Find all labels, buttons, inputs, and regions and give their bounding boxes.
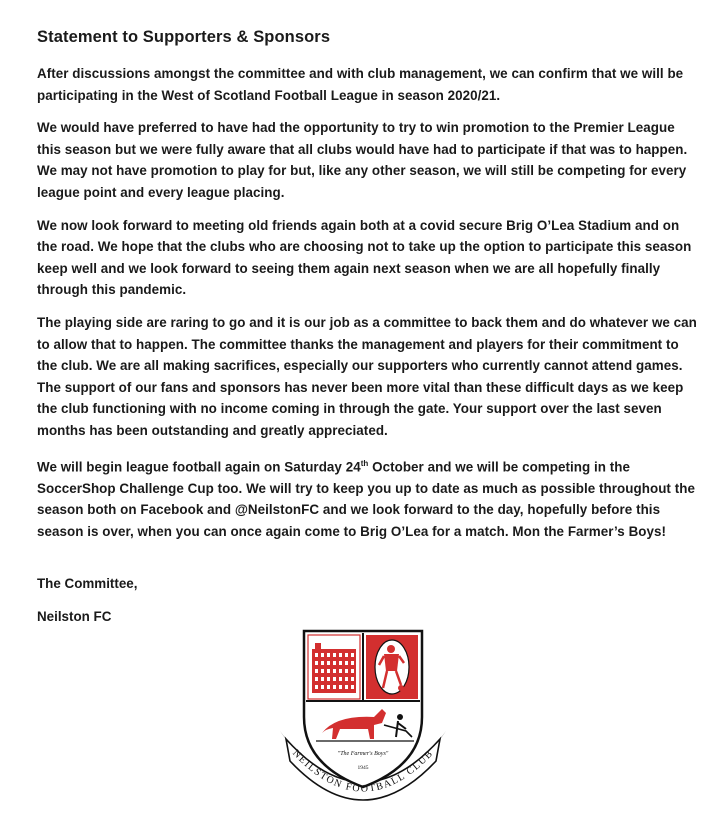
paragraph-3-text: We now look forward to meeting old friends again both at a covid secure Brig O’Lea Stadium and on the road. We hope that the clubs who are choosing not to take up the option to participate this season keep well and we look forward to seeing them again next season when we are all hopefully finally through this pandemic. [37, 217, 692, 298]
mill-building-icon [312, 643, 356, 693]
paragraph-5-text-a: We will begin league football again on Saturday 24 [37, 458, 361, 474]
crest-motto: "The Farmer's Boys" [337, 751, 389, 757]
date-ordinal-suffix: th [360, 458, 369, 468]
signoff-committee: The Committee, [37, 576, 138, 592]
paragraph-4-text: The playing side are raring to go and it is our job as a committee to back them and do whatever we can to allow that to happen. The committee thanks the management and players for their commitment to the club. We are all making sacrifices, especially our supporters who currently cannot attend games. The support of our fans and sponsors has never been more vital than these difficult days as we keep the club functioning with no income coming in through the gate. Your support over the last seven months has been outstanding and greatly appreciated. [37, 314, 697, 438]
paragraph-1 [37, 63, 697, 106]
statement-document [37, 28, 697, 627]
paragraph-1-text: After discussions amongst the committee and with club management, we can confirm that we will be participating in the West of Scotland Football League in season 2020/21. [37, 66, 684, 103]
paragraph-4 [37, 312, 697, 442]
signoff-club: Neilston FC [37, 609, 112, 625]
paragraph-3 [37, 215, 697, 301]
paragraph-5-text-b: October and we will be competing in the SoccerShop Challenge Cup too. We will try to keep you up to date as much as possible throughout the season both on Facebook and @NeilstonFC and we look forward to the day, hopefully before this season is over, when you can once again come to Brig O’Lea for a match. Mon the Farmer’s Boys! [37, 458, 695, 539]
club-crest-logo [278, 625, 448, 805]
paragraph-5 [37, 453, 697, 543]
paragraph-2 [37, 117, 697, 203]
crest-year: 1945 [357, 765, 369, 771]
statement-title: Statement to Supporters & Sponsors [37, 28, 331, 46]
footballer-icon [375, 640, 409, 694]
crest-ribbon-text: NEILSTON FOOTBALL CLUB [290, 747, 436, 795]
paragraph-2-text: We would have preferred to have had the opportunity to try to win promotion to the Premier League this season but we were fully aware that all clubs would have had to participate if that was to happen. We may not have promotion to play for but, like any other season, we will still be competing for every league point and every league placing. [37, 120, 688, 200]
